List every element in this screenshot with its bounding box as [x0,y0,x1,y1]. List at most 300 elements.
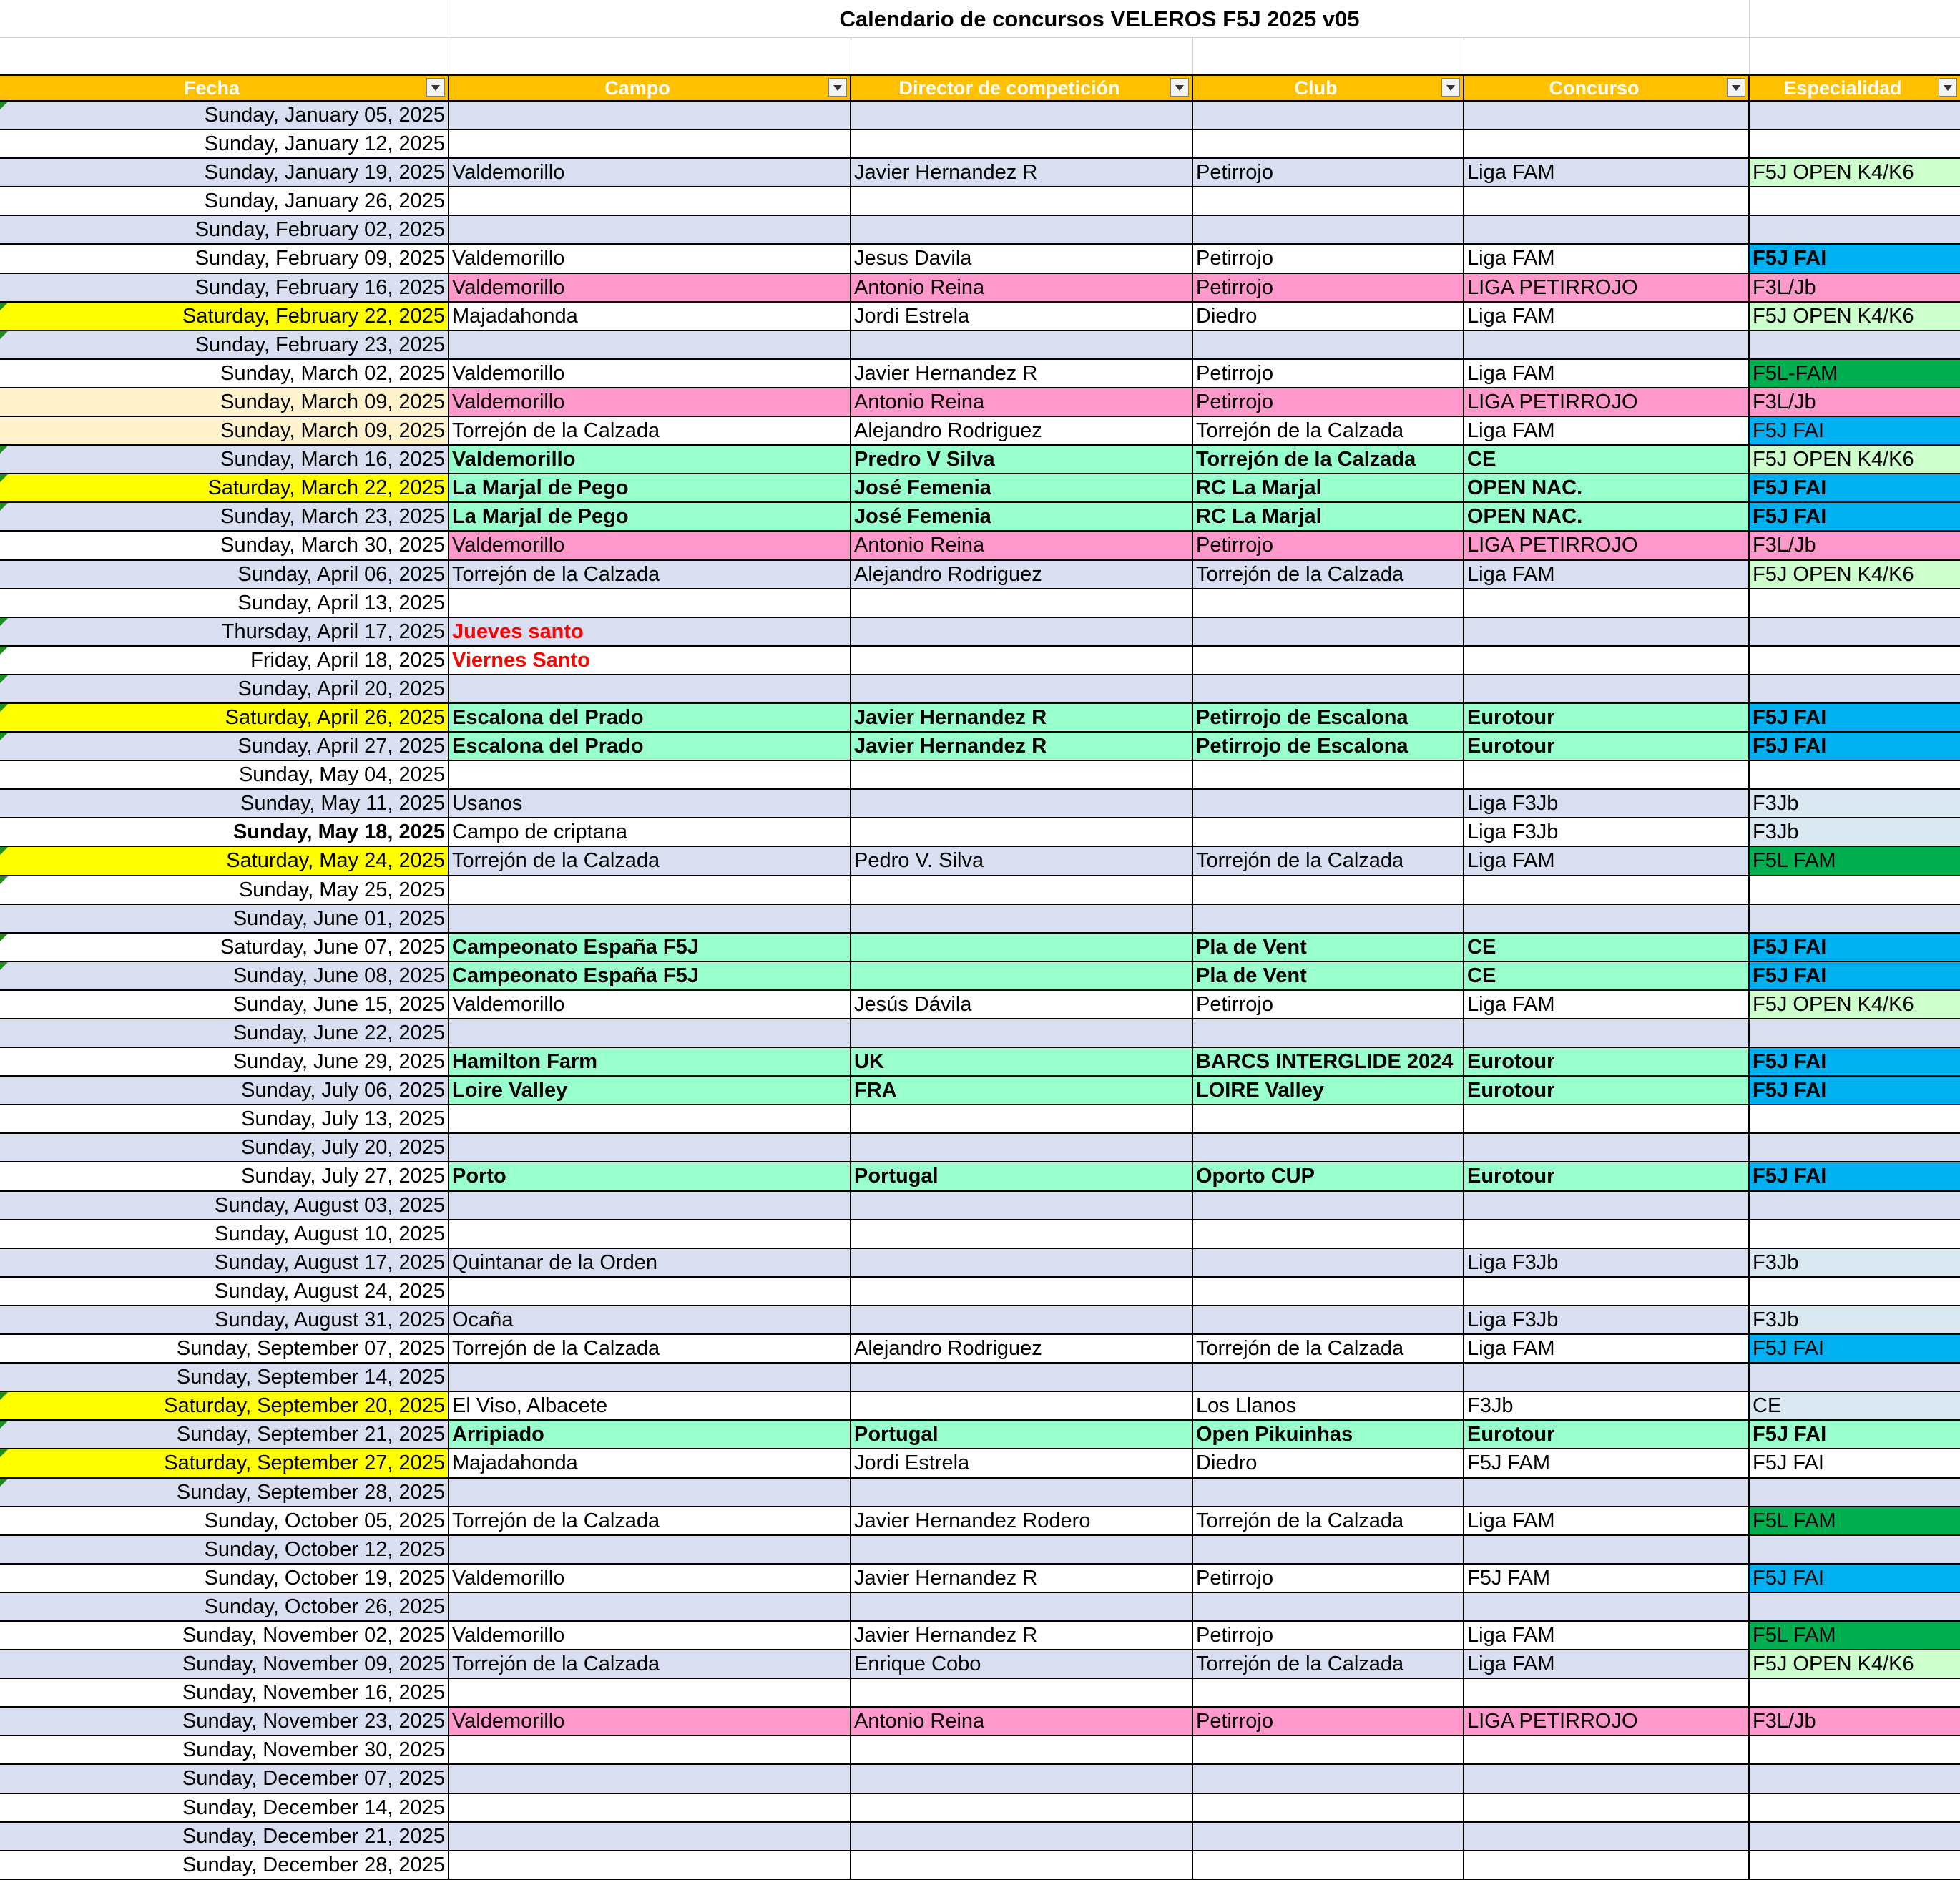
cell-especialidad[interactable]: F3L/Jb [1750,388,1960,417]
cell-especialidad[interactable] [1750,675,1960,704]
cell-club[interactable] [1193,1765,1464,1793]
blank-cell[interactable] [851,37,1193,74]
cell-club[interactable]: Oporto CUP [1193,1162,1464,1191]
filter-dropdown-icon[interactable] [1170,78,1189,97]
cell-especialidad[interactable] [1750,647,1960,675]
cell-especialidad[interactable] [1750,331,1960,360]
cell-director[interactable] [851,1679,1193,1708]
cell-director[interactable] [851,1479,1193,1507]
cell-concurso[interactable] [1464,1364,1750,1392]
cell-concurso[interactable] [1464,102,1750,130]
cell-director[interactable]: Jesus Davila [851,245,1193,273]
cell-concurso[interactable] [1464,1192,1750,1220]
cell-concurso[interactable]: Liga FAM [1464,1507,1750,1536]
cell-fecha[interactable]: Sunday, August 24, 2025 [0,1278,449,1306]
cell-concurso[interactable] [1464,876,1750,905]
cell-campo[interactable] [449,761,851,790]
cell-concurso[interactable] [1464,618,1750,647]
cell-director[interactable]: Javier Hernandez R [851,733,1193,761]
cell-fecha[interactable]: Saturday, September 20, 2025 [0,1392,449,1421]
cell-campo[interactable] [449,1220,851,1249]
cell-concurso[interactable] [1464,130,1750,159]
cell-campo[interactable]: La Marjal de Pego [449,503,851,532]
cell-especialidad[interactable] [1750,1134,1960,1162]
cell-director[interactable] [851,1794,1193,1823]
cell-especialidad[interactable]: F3L/Jb [1750,1708,1960,1736]
filter-dropdown-icon[interactable] [1727,78,1745,97]
cell-club[interactable]: RC La Marjal [1193,503,1464,532]
cell-fecha[interactable]: Sunday, March 02, 2025 [0,360,449,388]
cell-director[interactable] [851,761,1193,790]
cell-campo[interactable] [449,1192,851,1220]
cell-club[interactable]: Petirrojo [1193,1622,1464,1650]
cell-concurso[interactable]: Liga FAM [1464,303,1750,331]
cell-concurso[interactable]: Liga FAM [1464,1622,1750,1650]
cell-fecha[interactable]: Sunday, May 18, 2025 [0,818,449,847]
cell-especialidad[interactable]: F5J FAI [1750,245,1960,273]
blank-cell[interactable] [449,37,851,74]
cell-fecha[interactable]: Sunday, October 05, 2025 [0,1507,449,1536]
cell-campo[interactable]: Valdemorillo [449,274,851,303]
cell-fecha[interactable]: Sunday, April 13, 2025 [0,589,449,618]
cell-campo[interactable] [449,1479,851,1507]
cell-campo[interactable] [449,1278,851,1306]
cell-campo[interactable]: Hamilton Farm [449,1048,851,1077]
header-concurso[interactable] [1464,76,1750,100]
cell-director[interactable] [851,962,1193,991]
cell-concurso[interactable]: F5J FAM [1464,1565,1750,1593]
cell-concurso[interactable]: Liga FAM [1464,360,1750,388]
cell-concurso[interactable]: CE [1464,446,1750,474]
cell-campo[interactable]: Campeonato España F5J [449,962,851,991]
cell-especialidad[interactable] [1750,1105,1960,1134]
cell-fecha[interactable]: Sunday, March 16, 2025 [0,446,449,474]
cell-fecha[interactable]: Sunday, March 23, 2025 [0,503,449,532]
cell-director[interactable] [851,618,1193,647]
header-fecha[interactable] [0,76,449,100]
cell-fecha[interactable]: Thursday, April 17, 2025 [0,618,449,647]
cell-fecha[interactable]: Saturday, March 22, 2025 [0,474,449,503]
cell-director[interactable]: Javier Hernandez R [851,360,1193,388]
cell-fecha[interactable]: Sunday, September 07, 2025 [0,1335,449,1364]
cell-concurso[interactable] [1464,1134,1750,1162]
cell-fecha[interactable]: Sunday, May 04, 2025 [0,761,449,790]
cell-director[interactable] [851,818,1193,847]
cell-campo[interactable] [449,1679,851,1708]
cell-especialidad[interactable]: F3Jb [1750,818,1960,847]
cell-director[interactable] [851,647,1193,675]
cell-especialidad[interactable] [1750,905,1960,934]
cell-concurso[interactable]: OPEN NAC. [1464,503,1750,532]
cell-campo[interactable]: El Viso, Albacete [449,1392,851,1421]
cell-campo[interactable] [449,905,851,934]
cell-campo[interactable]: Majadahonda [449,1449,851,1478]
cell-concurso[interactable]: Liga F3Jb [1464,1306,1750,1335]
cell-club[interactable] [1193,675,1464,704]
cell-especialidad[interactable] [1750,1536,1960,1565]
cell-fecha[interactable]: Saturday, September 27, 2025 [0,1449,449,1478]
cell-especialidad[interactable] [1750,216,1960,245]
cell-concurso[interactable] [1464,761,1750,790]
cell-director[interactable] [851,589,1193,618]
cell-club[interactable] [1193,130,1464,159]
cell-especialidad[interactable] [1750,1765,1960,1793]
cell-director[interactable] [851,216,1193,245]
cell-campo[interactable] [449,1019,851,1048]
cell-campo[interactable]: Escalona del Prado [449,733,851,761]
cell-director[interactable] [851,675,1193,704]
cell-fecha[interactable]: Sunday, August 10, 2025 [0,1220,449,1249]
cell-especialidad[interactable]: CE [1750,1392,1960,1421]
header-especialidad[interactable] [1750,76,1960,100]
cell-club[interactable]: Pla de Vent [1193,934,1464,962]
cell-director[interactable] [851,934,1193,962]
cell-campo[interactable]: La Marjal de Pego [449,474,851,503]
cell-director[interactable]: Jordi Estrela [851,1449,1193,1478]
cell-club[interactable]: Petirrojo de Escalona [1193,704,1464,733]
cell-concurso[interactable]: Liga F3Jb [1464,1249,1750,1278]
cell-especialidad[interactable] [1750,1679,1960,1708]
cell-club[interactable] [1193,1249,1464,1278]
cell-fecha[interactable]: Sunday, April 27, 2025 [0,733,449,761]
cell-club[interactable]: Petirrojo [1193,245,1464,273]
cell-director[interactable] [851,1105,1193,1134]
cell-concurso[interactable]: Liga FAM [1464,847,1750,876]
cell-fecha[interactable]: Sunday, October 26, 2025 [0,1593,449,1622]
cell-club[interactable]: Torrejón de la Calzada [1193,446,1464,474]
cell-director[interactable]: Alejandro Rodriguez [851,561,1193,589]
cell-campo[interactable]: Loire Valley [449,1077,851,1105]
cell-fecha[interactable]: Sunday, October 19, 2025 [0,1565,449,1593]
cell-director[interactable] [851,1134,1193,1162]
cell-concurso[interactable] [1464,1794,1750,1823]
cell-concurso[interactable] [1464,1019,1750,1048]
cell-concurso[interactable]: Eurotour [1464,1048,1750,1077]
cell-director[interactable]: Alejandro Rodriguez [851,1335,1193,1364]
cell-especialidad[interactable]: F5J FAI [1750,704,1960,733]
cell-director[interactable]: FRA [851,1077,1193,1105]
cell-club[interactable]: Petirrojo [1193,991,1464,1019]
cell-especialidad[interactable]: F3L/Jb [1750,532,1960,560]
cell-especialidad[interactable] [1750,761,1960,790]
cell-especialidad[interactable] [1750,1736,1960,1765]
cell-especialidad[interactable]: F3Jb [1750,1306,1960,1335]
cell-fecha[interactable]: Sunday, February 09, 2025 [0,245,449,273]
cell-director[interactable] [851,1392,1193,1421]
cell-fecha[interactable]: Sunday, November 23, 2025 [0,1708,449,1736]
cell-campo[interactable] [449,1794,851,1823]
cell-concurso[interactable] [1464,1105,1750,1134]
cell-fecha[interactable]: Sunday, August 03, 2025 [0,1192,449,1220]
cell-club[interactable]: RC La Marjal [1193,474,1464,503]
cell-campo[interactable]: Jueves santo [449,618,851,647]
cell-concurso[interactable] [1464,1536,1750,1565]
cell-campo[interactable] [449,331,851,360]
cell-fecha[interactable]: Sunday, June 01, 2025 [0,905,449,934]
cell-club[interactable]: Pla de Vent [1193,962,1464,991]
cell-director[interactable]: Javier Hernandez Rodero [851,1507,1193,1536]
cell-fecha[interactable]: Sunday, June 29, 2025 [0,1048,449,1077]
cell-club[interactable] [1193,1306,1464,1335]
cell-especialidad[interactable]: F5J FAI [1750,1335,1960,1364]
cell-concurso[interactable]: Eurotour [1464,1421,1750,1449]
filter-dropdown-icon[interactable] [828,78,847,97]
cell-concurso[interactable] [1464,675,1750,704]
cell-concurso[interactable] [1464,1765,1750,1793]
cell-especialidad[interactable] [1750,1823,1960,1851]
cell-director[interactable] [851,1278,1193,1306]
cell-concurso[interactable] [1464,1736,1750,1765]
cell-concurso[interactable]: LIGA PETIRROJO [1464,388,1750,417]
cell-director[interactable]: Antonio Reina [851,1708,1193,1736]
cell-especialidad[interactable] [1750,1794,1960,1823]
cell-club[interactable] [1193,876,1464,905]
cell-director[interactable] [851,876,1193,905]
cell-especialidad[interactable] [1750,589,1960,618]
cell-campo[interactable]: Escalona del Prado [449,704,851,733]
cell-director[interactable]: Enrique Cobo [851,1650,1193,1679]
blank-cell[interactable] [1464,37,1750,74]
cell-fecha[interactable]: Sunday, February 23, 2025 [0,331,449,360]
cell-fecha[interactable]: Sunday, December 21, 2025 [0,1823,449,1851]
cell-concurso[interactable] [1464,1278,1750,1306]
cell-fecha[interactable]: Saturday, May 24, 2025 [0,847,449,876]
cell-concurso[interactable]: Liga F3Jb [1464,818,1750,847]
cell-club[interactable] [1193,905,1464,934]
cell-concurso[interactable]: Liga FAM [1464,417,1750,446]
filter-dropdown-icon[interactable] [426,78,445,97]
cell-director[interactable]: Javier Hernandez R [851,1565,1193,1593]
cell-club[interactable]: LOIRE Valley [1193,1077,1464,1105]
cell-fecha[interactable]: Sunday, December 07, 2025 [0,1765,449,1793]
cell-director[interactable] [851,102,1193,130]
cell-concurso[interactable] [1464,1220,1750,1249]
cell-concurso[interactable]: Liga FAM [1464,1650,1750,1679]
cell-campo[interactable] [449,1536,851,1565]
cell-fecha[interactable]: Sunday, January 19, 2025 [0,159,449,187]
cell-director[interactable] [851,1364,1193,1392]
cell-especialidad[interactable] [1750,1364,1960,1392]
cell-concurso[interactable]: Liga FAM [1464,561,1750,589]
cell-director[interactable] [851,790,1193,818]
cell-club[interactable]: Torrejón de la Calzada [1193,1507,1464,1536]
cell-especialidad[interactable]: F5J FAI [1750,1449,1960,1478]
cell-club[interactable]: Torrejón de la Calzada [1193,847,1464,876]
cell-campo[interactable] [449,589,851,618]
cell-campo[interactable] [449,102,851,130]
cell-campo[interactable]: Valdemorillo [449,388,851,417]
cell-campo[interactable]: Torrejón de la Calzada [449,1507,851,1536]
cell-especialidad[interactable] [1750,1479,1960,1507]
cell-campo[interactable]: Torrejón de la Calzada [449,847,851,876]
cell-especialidad[interactable] [1750,1019,1960,1048]
cell-fecha[interactable]: Sunday, February 16, 2025 [0,274,449,303]
cell-fecha[interactable]: Sunday, December 28, 2025 [0,1851,449,1880]
cell-campo[interactable]: Valdemorillo [449,245,851,273]
cell-director[interactable]: Portugal [851,1421,1193,1449]
cell-director[interactable]: Pedro V. Silva [851,847,1193,876]
cell-concurso[interactable]: LIGA PETIRROJO [1464,1708,1750,1736]
cell-campo[interactable] [449,1736,851,1765]
cell-club[interactable] [1193,790,1464,818]
cell-fecha[interactable]: Friday, April 18, 2025 [0,647,449,675]
header-club[interactable] [1193,76,1464,100]
cell-campo[interactable]: Usanos [449,790,851,818]
cell-club[interactable] [1193,1679,1464,1708]
cell-director[interactable]: Javier Hernandez R [851,704,1193,733]
filter-dropdown-icon[interactable] [1441,78,1460,97]
cell-campo[interactable] [449,187,851,216]
cell-club[interactable] [1193,1479,1464,1507]
cell-campo[interactable]: Valdemorillo [449,446,851,474]
cell-especialidad[interactable]: F5L FAM [1750,1622,1960,1650]
cell-fecha[interactable]: Sunday, September 21, 2025 [0,1421,449,1449]
cell-especialidad[interactable]: F3L/Jb [1750,274,1960,303]
cell-fecha[interactable]: Sunday, October 12, 2025 [0,1536,449,1565]
title-cell[interactable] [0,0,449,37]
cell-fecha[interactable]: Sunday, November 09, 2025 [0,1650,449,1679]
cell-fecha[interactable]: Saturday, April 26, 2025 [0,704,449,733]
cell-director[interactable]: José Femenia [851,474,1193,503]
cell-club[interactable] [1193,187,1464,216]
cell-concurso[interactable] [1464,187,1750,216]
cell-fecha[interactable]: Sunday, September 28, 2025 [0,1479,449,1507]
cell-fecha[interactable]: Sunday, December 14, 2025 [0,1794,449,1823]
cell-campo[interactable] [449,216,851,245]
cell-concurso[interactable] [1464,1823,1750,1851]
cell-concurso[interactable] [1464,1593,1750,1622]
cell-concurso[interactable]: OPEN NAC. [1464,474,1750,503]
cell-director[interactable]: Jordi Estrela [851,303,1193,331]
cell-fecha[interactable]: Sunday, August 17, 2025 [0,1249,449,1278]
cell-director[interactable] [851,187,1193,216]
cell-director[interactable]: Alejandro Rodriguez [851,417,1193,446]
cell-director[interactable]: José Femenia [851,503,1193,532]
title-cell[interactable] [1750,0,1960,37]
cell-campo[interactable] [449,675,851,704]
cell-club[interactable]: Petirrojo de Escalona [1193,733,1464,761]
cell-club[interactable]: Diedro [1193,303,1464,331]
cell-fecha[interactable]: Sunday, May 25, 2025 [0,876,449,905]
cell-especialidad[interactable] [1750,618,1960,647]
cell-fecha[interactable]: Saturday, June 07, 2025 [0,934,449,962]
cell-especialidad[interactable] [1750,1278,1960,1306]
cell-director[interactable] [851,1736,1193,1765]
cell-club[interactable]: Torrejón de la Calzada [1193,1335,1464,1364]
cell-club[interactable]: Torrejón de la Calzada [1193,561,1464,589]
cell-club[interactable]: Petirrojo [1193,159,1464,187]
cell-campo[interactable]: Porto [449,1162,851,1191]
cell-especialidad[interactable] [1750,130,1960,159]
cell-club[interactable]: Petirrojo [1193,388,1464,417]
cell-fecha[interactable]: Sunday, November 16, 2025 [0,1679,449,1708]
cell-fecha[interactable]: Sunday, July 20, 2025 [0,1134,449,1162]
cell-director[interactable]: Predro V Silva [851,446,1193,474]
cell-fecha[interactable]: Saturday, February 22, 2025 [0,303,449,331]
cell-especialidad[interactable]: F5J FAI [1750,1162,1960,1191]
cell-club[interactable] [1193,1593,1464,1622]
cell-especialidad[interactable] [1750,1220,1960,1249]
cell-especialidad[interactable] [1750,876,1960,905]
cell-club[interactable]: Petirrojo [1193,532,1464,560]
cell-fecha[interactable]: Sunday, June 15, 2025 [0,991,449,1019]
cell-director[interactable]: UK [851,1048,1193,1077]
cell-director[interactable] [851,1306,1193,1335]
cell-concurso[interactable]: Eurotour [1464,704,1750,733]
cell-director[interactable] [851,1220,1193,1249]
cell-concurso[interactable] [1464,331,1750,360]
cell-fecha[interactable]: Sunday, February 02, 2025 [0,216,449,245]
cell-campo[interactable] [449,1134,851,1162]
cell-especialidad[interactable]: F5L FAM [1750,1507,1960,1536]
cell-fecha[interactable]: Sunday, April 20, 2025 [0,675,449,704]
cell-campo[interactable]: Campo de criptana [449,818,851,847]
cell-director[interactable]: Javier Hernandez R [851,159,1193,187]
cell-club[interactable]: Diedro [1193,1449,1464,1478]
cell-especialidad[interactable]: F5L FAM [1750,847,1960,876]
cell-especialidad[interactable] [1750,187,1960,216]
cell-club[interactable]: Petirrojo [1193,1708,1464,1736]
cell-director[interactable]: Portugal [851,1162,1193,1191]
cell-campo[interactable]: Quintanar de la Orden [449,1249,851,1278]
cell-campo[interactable]: Arripiado [449,1421,851,1449]
cell-fecha[interactable]: Sunday, March 09, 2025 [0,388,449,417]
cell-campo[interactable] [449,130,851,159]
cell-especialidad[interactable]: F5L-FAM [1750,360,1960,388]
cell-director[interactable]: Antonio Reina [851,532,1193,560]
cell-especialidad[interactable]: F5J FAI [1750,1077,1960,1105]
cell-director[interactable] [851,1249,1193,1278]
cell-director[interactable] [851,1536,1193,1565]
cell-club[interactable] [1193,818,1464,847]
cell-fecha[interactable]: Sunday, November 02, 2025 [0,1622,449,1650]
cell-director[interactable] [851,1192,1193,1220]
cell-club[interactable] [1193,1364,1464,1392]
cell-campo[interactable]: Valdemorillo [449,360,851,388]
cell-club[interactable]: Petirrojo [1193,360,1464,388]
cell-concurso[interactable] [1464,216,1750,245]
blank-cell[interactable] [0,37,449,74]
cell-especialidad[interactable]: F3Jb [1750,1249,1960,1278]
blank-cell[interactable] [1750,37,1960,74]
cell-concurso[interactable]: CE [1464,934,1750,962]
cell-concurso[interactable]: F3Jb [1464,1392,1750,1421]
cell-concurso[interactable]: Liga F3Jb [1464,790,1750,818]
filter-dropdown-icon[interactable] [1939,78,1957,97]
cell-fecha[interactable]: Sunday, January 05, 2025 [0,102,449,130]
cell-fecha[interactable]: Sunday, June 08, 2025 [0,962,449,991]
cell-concurso[interactable] [1464,647,1750,675]
cell-concurso[interactable]: Liga FAM [1464,1335,1750,1364]
cell-club[interactable] [1193,1823,1464,1851]
cell-club[interactable] [1193,1278,1464,1306]
cell-especialidad[interactable] [1750,1192,1960,1220]
cell-fecha[interactable]: Sunday, May 11, 2025 [0,790,449,818]
cell-club[interactable] [1193,1794,1464,1823]
cell-club[interactable]: Torrejón de la Calzada [1193,1650,1464,1679]
cell-club[interactable]: Petirrojo [1193,274,1464,303]
cell-club[interactable]: BARCS INTERGLIDE 2024 [1193,1048,1464,1077]
cell-campo[interactable]: Ocaña [449,1306,851,1335]
cell-concurso[interactable]: CE [1464,962,1750,991]
cell-concurso[interactable]: Eurotour [1464,1162,1750,1191]
cell-especialidad[interactable]: F5J FAI [1750,503,1960,532]
cell-especialidad[interactable]: F5J FAI [1750,962,1960,991]
cell-club[interactable] [1193,761,1464,790]
cell-campo[interactable] [449,876,851,905]
cell-club[interactable]: Torrejón de la Calzada [1193,417,1464,446]
cell-director[interactable]: Javier Hernandez R [851,1622,1193,1650]
